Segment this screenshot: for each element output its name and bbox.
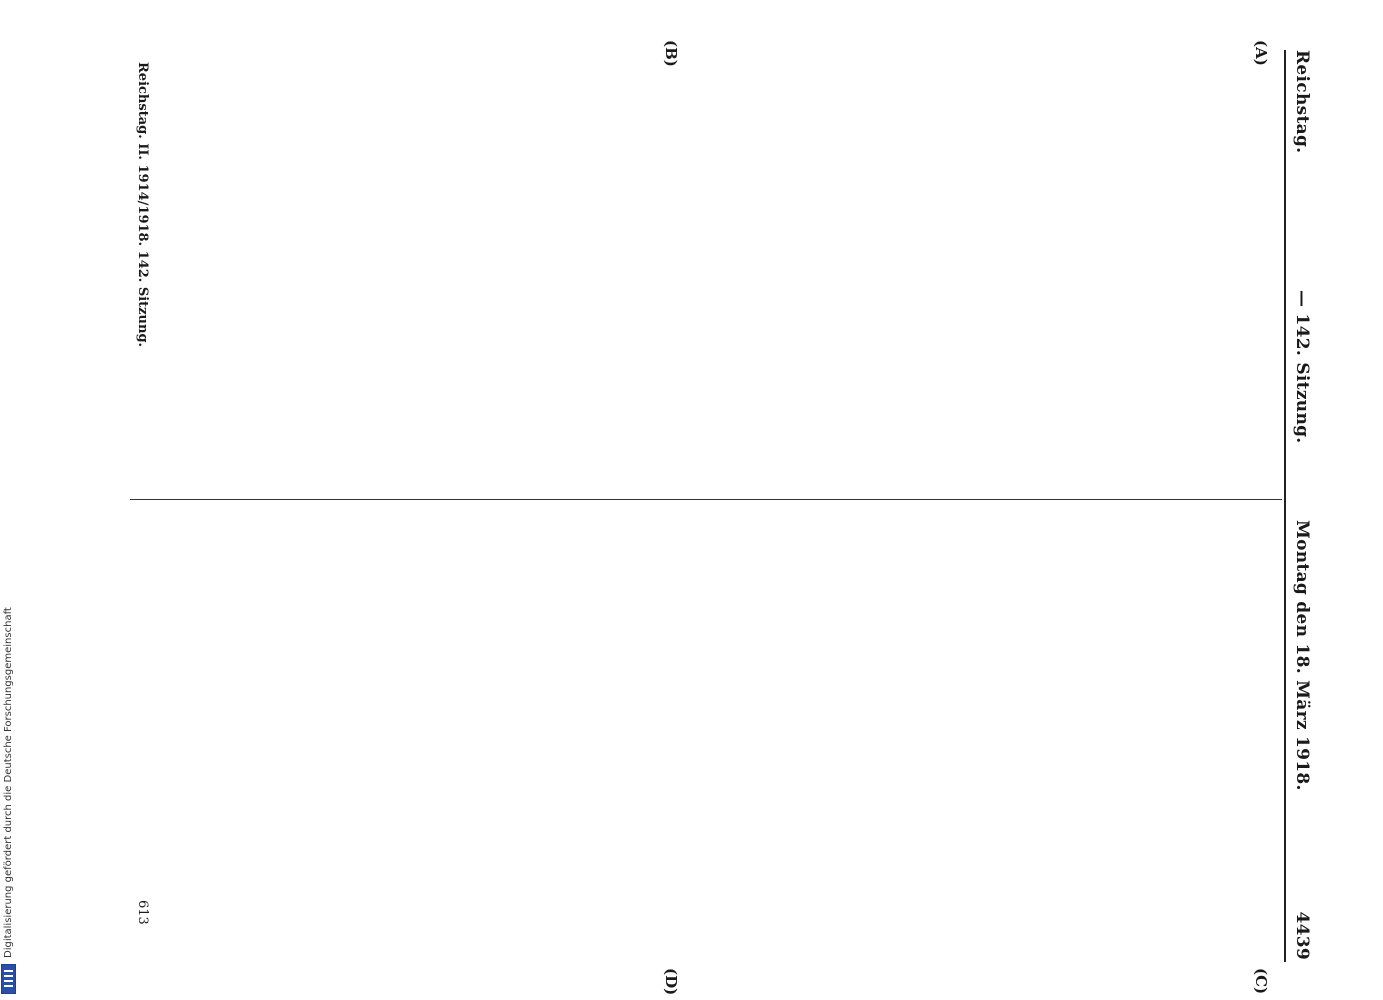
column-marker-d: (D): [662, 968, 680, 996]
header-rule: [1284, 50, 1286, 962]
page-number: 4439: [1292, 911, 1312, 960]
digitization-note: Digitalisierung gefördert durch die Deutsche Forschungsgemeinschaft: [3, 607, 14, 958]
running-head-right: Montag den 18. März 1918.: [1292, 520, 1312, 791]
running-head-center: — 142. Sitzung.: [1292, 290, 1312, 444]
running-head-left: Reichstag.: [1292, 50, 1312, 154]
sheet-number: 613: [135, 900, 150, 925]
column-marker-b: (B): [662, 40, 680, 67]
running-head: [1288, 50, 1316, 960]
text-column-right: [158, 520, 1278, 950]
column-marker-c: (C): [1252, 968, 1270, 995]
column-divider: [130, 499, 1282, 500]
text-column-left: [158, 62, 1278, 492]
footer-line: Reichstag. II. 1914/1918. 142. Sitzung.: [135, 62, 150, 348]
column-marker-a: (A): [1252, 40, 1270, 66]
